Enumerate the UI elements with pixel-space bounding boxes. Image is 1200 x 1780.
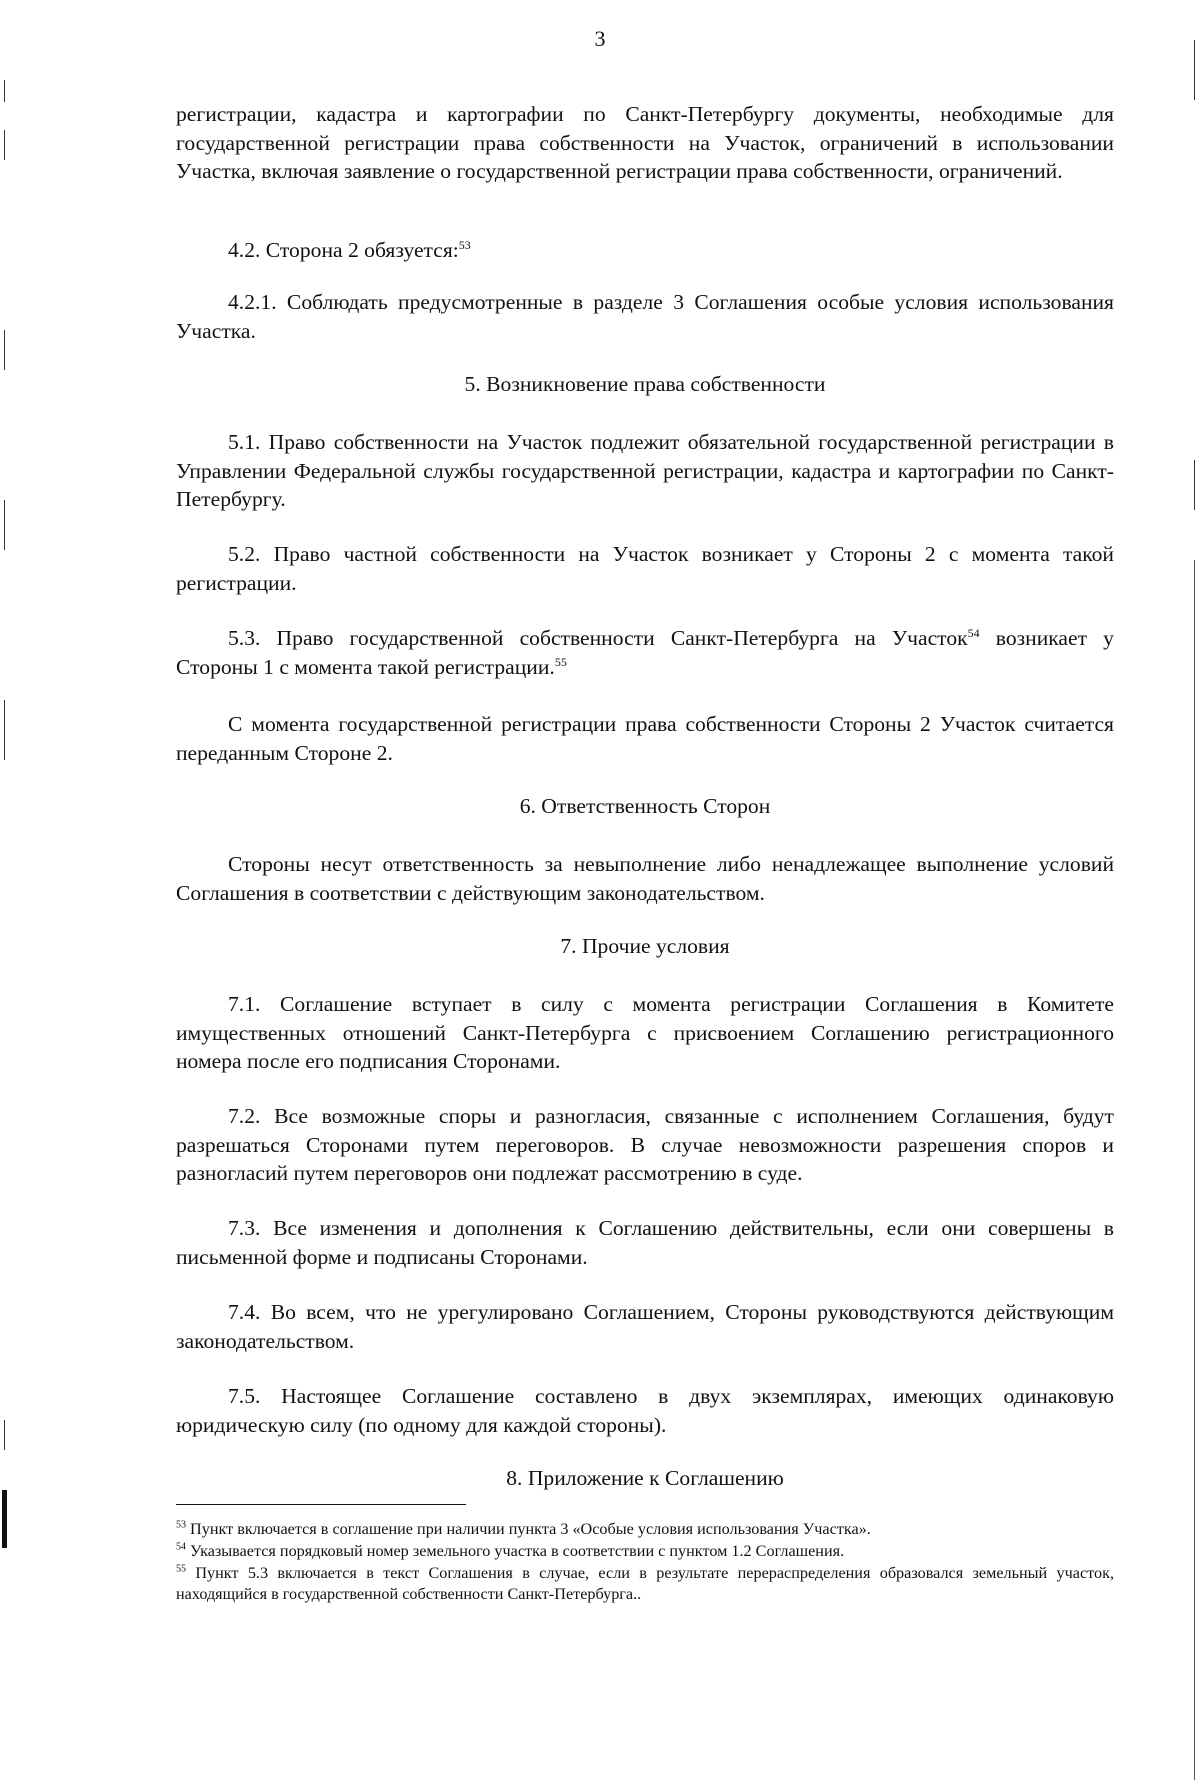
paragraph-5-2: 5.2. Право частной собственности на Участок возникает у Стороны 2 с момента такой регистрации. [176, 542, 1114, 595]
scan-edge-mark [4, 130, 5, 160]
section-heading-5: 5. Возникновение права собственности [464, 372, 826, 396]
footnote-number: 55 [176, 1563, 186, 1575]
scan-edge-mark [4, 80, 5, 102]
footnote-ref-54: 54 [967, 625, 980, 640]
paragraph-4-2-1: 4.2.1. Соблюдать предусмотренные в разделе 3 Соглашения особые условия использования Участка. [176, 290, 1114, 343]
section-heading-8: 8. Приложение к Соглашению [506, 1466, 784, 1490]
scan-edge-mark [4, 700, 5, 760]
paragraph-6: Стороны несут ответственность за невыполнение либо ненадлежащее выполнение условий Соглашения в соответствии с действующим законодательством. [176, 852, 1114, 905]
scan-edge-mark [4, 330, 5, 370]
scan-edge-mark [1194, 40, 1195, 100]
scan-edge-mark [4, 1420, 5, 1450]
paragraph-7-3: 7.3. Все изменения и дополнения к Соглашению действительны, если они совершены в письменной форме и подписаны Сторонами. [176, 1216, 1114, 1269]
scan-edge-mark [4, 500, 5, 550]
footnote-separator [176, 1504, 466, 1505]
paragraph-7-5: 7.5. Настоящее Соглашение составлено в двух экземплярах, имеющих одинаковую юридическую силу (по одному для каждой стороны). [176, 1384, 1114, 1437]
paragraph-7-1: 7.1. Соглашение вступает в силу с момента регистрации Соглашения в Комитете имущественных отношений Санкт-Петербурга с присвоением Соглашению регистрационного номера после его подписания Сторонами. [176, 992, 1114, 1073]
scan-edge-mark [2, 1490, 7, 1548]
paragraph-4-2-text: 4.2. Сторона 2 обязуется: [228, 238, 459, 262]
footnote-text: Пункт 5.3 включается в текст Соглашения в случае, если в результате перераспределения образовался земельный участок, находящийся в государственной собственности Санкт-Петербурга.. [176, 1564, 1114, 1603]
paragraph-4-2 [176, 236, 1114, 265]
scan-edge-mark [1194, 460, 1195, 510]
footnote-text: Указывается порядковый номер земельного участка в соответствии с пунктом 1.2 Соглашения. [186, 1542, 845, 1560]
footnote-55 [176, 1563, 1114, 1605]
footnote-number: 53 [176, 1519, 186, 1531]
paragraph-5-4: С момента государственной регистрации права собственности Стороны 2 Участок считается переданным Стороне 2. [176, 712, 1114, 765]
footnote-54 [176, 1541, 1114, 1562]
section-heading-6: 6. Ответственность Сторон [519, 794, 771, 818]
paragraph-5-3-text-a: 5.3. Право государственной собственности Санкт-Петербурга на Участок [228, 626, 968, 650]
paragraph-5-1: 5.1. Право собственности на Участок подлежит обязательной государственной регистрации в Управлении Федеральной службы государственной регистрации, кадастра и картографии по Санкт-Петербургу. [176, 430, 1114, 511]
scan-edge-mark [1194, 560, 1195, 1780]
footnote-53 [176, 1519, 1114, 1540]
footnote-ref-55: 55 [554, 654, 567, 669]
paragraph-4-1-continued: регистрации, кадастра и картографии по Санкт-Петербургу документы, необходимые для государственной регистрации права собственности на Участок, ограничений в использовании Участка, включая заявление о государственной регистрации права собственности, ограничений. [176, 102, 1114, 183]
paragraph-5-3-text-b: возникает у Стороны 1 с момента такой регистрации. [176, 626, 1114, 679]
section-heading-7: 7. Прочие условия [560, 934, 730, 958]
footnote-text: Пункт включается в соглашение при наличии пункта 3 «Особые условия использования Участка». [186, 1520, 871, 1538]
paragraph-5-3 [176, 624, 1114, 681]
footnote-ref-53: 53 [458, 237, 471, 252]
footnote-number: 54 [176, 1541, 186, 1553]
paragraph-7-2: 7.2. Все возможные споры и разногласия, связанные с исполнением Соглашения, будут разрешаться Сторонами путем переговоров. В случае невозможности разрешения споров и разногласий путем переговоров они подлежат рассмотрению в суде. [176, 1104, 1114, 1185]
paragraph-7-4: 7.4. Во всем, что не урегулировано Соглашением, Стороны руководствуются действующим законодательством. [176, 1300, 1114, 1353]
page-number: 3 [594, 26, 606, 51]
